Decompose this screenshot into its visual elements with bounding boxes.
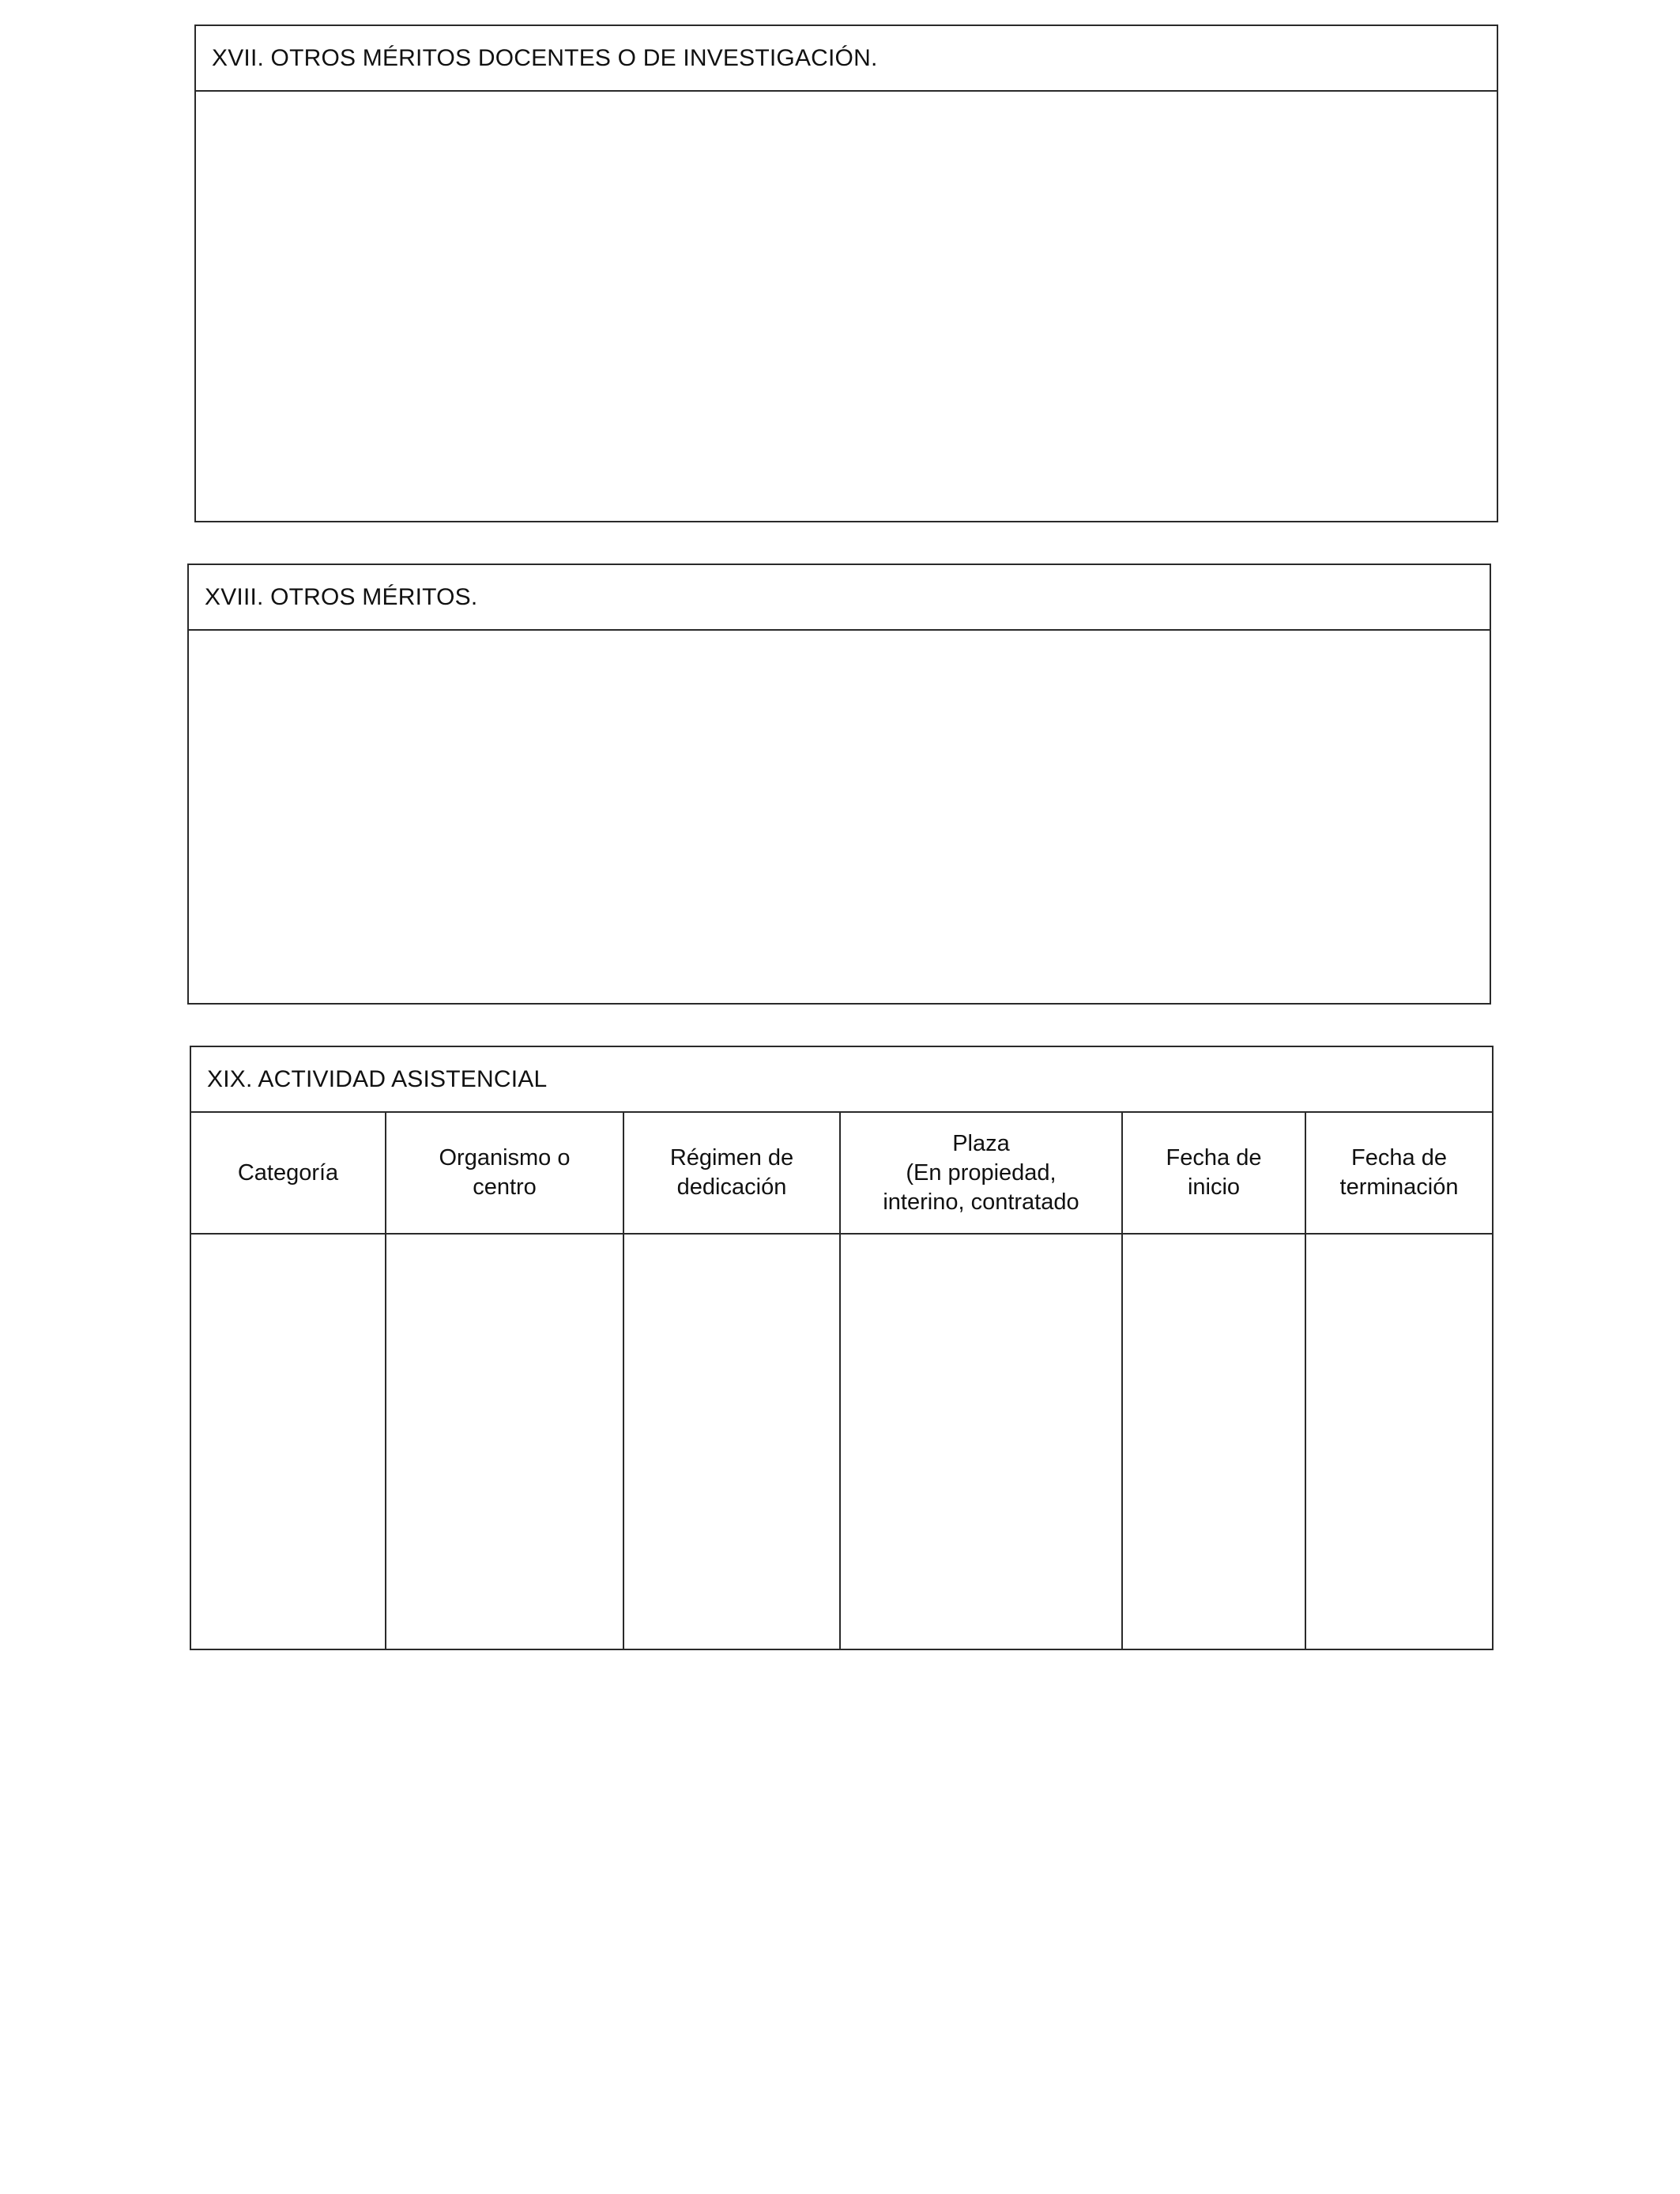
section-xviii-box (187, 564, 1491, 1005)
column-header-fecha-inicio: Fecha de inicio (1122, 1113, 1305, 1234)
column-header-categoria: Categoría (191, 1113, 386, 1234)
activity-table (191, 1113, 1492, 1649)
cell-organismo[interactable] (386, 1234, 623, 1649)
cell-fecha-inicio[interactable] (1122, 1234, 1305, 1649)
cell-regimen[interactable] (623, 1234, 840, 1649)
cell-categoria[interactable] (191, 1234, 386, 1649)
column-header-fecha-terminacion: Fecha de terminación (1305, 1113, 1492, 1234)
section-xvii-title: XVII. OTROS MÉRITOS DOCENTES O DE INVESTIGACIÓN. (196, 26, 1497, 92)
column-header-organismo: Organismo o centro (386, 1113, 623, 1234)
section-xix-title: XIX. ACTIVIDAD ASISTENCIAL (191, 1047, 1492, 1113)
section-xviii-content-area[interactable] (189, 631, 1490, 1003)
table-header-row (191, 1113, 1492, 1234)
cell-plaza[interactable] (840, 1234, 1122, 1649)
section-xviii-title: XVIII. OTROS MÉRITOS. (189, 565, 1490, 631)
cell-fecha-terminacion[interactable] (1305, 1234, 1492, 1649)
column-header-regimen: Régimen de dedicación (623, 1113, 840, 1234)
section-xvii-content-area[interactable] (196, 92, 1497, 521)
section-xix-box (190, 1046, 1494, 1650)
column-header-plaza: Plaza (En propiedad, interino, contratado (840, 1113, 1122, 1234)
table-row (191, 1234, 1492, 1649)
section-xvii-box (194, 25, 1498, 522)
